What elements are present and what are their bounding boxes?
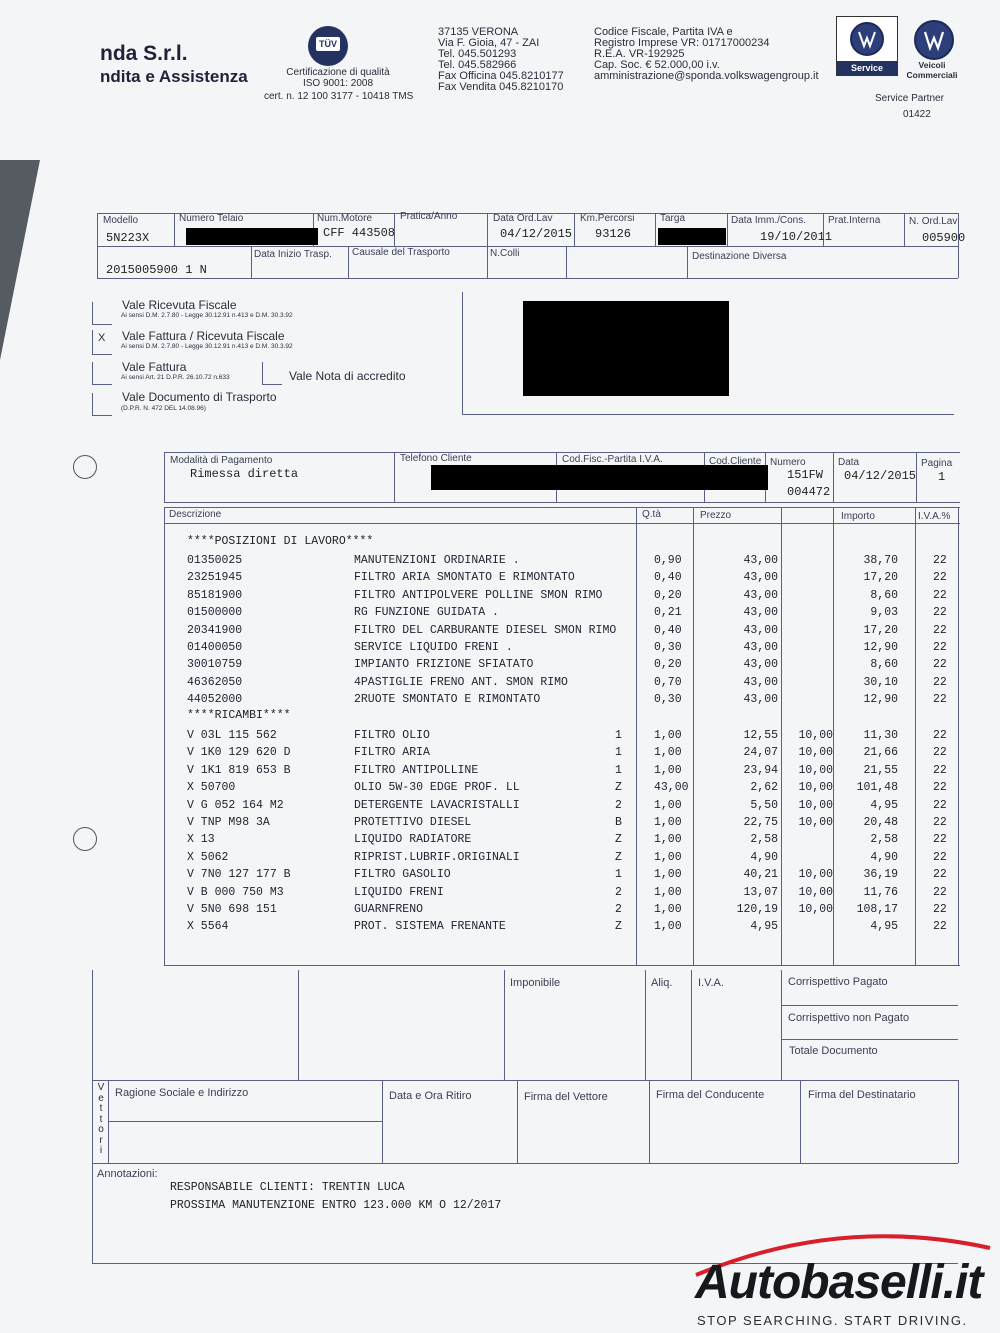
cell-iva: 22 <box>933 606 947 620</box>
watermark-brand: Autobaselli.it <box>695 1256 983 1309</box>
table-row <box>0 624 1000 641</box>
cell-cl: Z <box>615 833 622 847</box>
section-ricambi-title: ****RICAMBI**** <box>187 709 291 722</box>
redaction-telaio <box>186 228 318 245</box>
header-qta: Q.tà <box>642 509 661 520</box>
cell-iva: 22 <box>933 833 947 847</box>
pagina-value: 1 <box>938 470 946 484</box>
cell-desc: FILTRO ANTIPOLVERE POLLINE SMON RIMO <box>354 588 603 602</box>
cell-price: 23,94 <box>743 763 778 777</box>
cell-iva: 22 <box>933 658 947 672</box>
cell-price: 43,00 <box>743 623 778 637</box>
table-row <box>0 571 1000 588</box>
cell-sconto: 10,00 <box>798 903 833 916</box>
data-label: Data <box>838 457 860 468</box>
modalita-label: Modalità di Pagamento <box>170 455 273 466</box>
corrispettivo-pagato-label: Corrispettivo Pagato <box>788 976 888 988</box>
cell-amount: 4,90 <box>870 850 898 864</box>
firma-conducente-label: Firma del Conducente <box>656 1089 765 1101</box>
cell-amount: 38,70 <box>863 554 898 567</box>
data-value: 04/12/2015 <box>844 469 917 483</box>
cell-code: X 50700 <box>187 781 236 795</box>
motore-label: Num.Motore <box>317 213 373 224</box>
cell-iva: 22 <box>933 693 947 707</box>
data-ritiro-label: Data e Ora Ritiro <box>389 1090 472 1102</box>
redaction-client <box>431 465 768 490</box>
cell-sconto: 10,00 <box>798 729 833 742</box>
cell-code: V 5N0 698 151 <box>187 903 277 916</box>
cell-iva: 22 <box>933 554 947 567</box>
redaction-targa <box>658 228 726 245</box>
cell-amount: 4,95 <box>870 920 898 934</box>
table-row <box>0 903 1000 920</box>
table-row <box>0 658 1000 675</box>
cell-iva: 22 <box>933 781 947 795</box>
cell-qty: 1,00 <box>654 868 682 882</box>
cell-iva: 22 <box>933 920 947 934</box>
cell-amount: 108,17 <box>856 903 898 916</box>
cell-iva: 22 <box>933 798 947 812</box>
cell-cl: 2 <box>615 798 622 812</box>
numero-value-1: 151FW <box>787 468 824 482</box>
cell-amount: 4,95 <box>870 798 898 812</box>
cell-iva: 22 <box>933 868 947 882</box>
cell-iva: 22 <box>933 816 947 829</box>
table-row <box>0 886 1000 903</box>
cell-price: 43,00 <box>743 675 778 689</box>
cell-qty: 1,00 <box>654 920 682 934</box>
veicoli-commerciali: Veicoli Commerciali <box>906 60 958 80</box>
cell-cl: B <box>615 816 622 829</box>
cell-cl: 1 <box>615 763 622 777</box>
telefono-label: Telefono Cliente <box>400 453 472 464</box>
cell-qty: 1,00 <box>654 798 682 812</box>
cell-desc: LIQUIDO FRENI <box>354 885 444 899</box>
cell-amount: 36,19 <box>863 868 898 882</box>
codcliente-label: Cod.Cliente <box>709 456 762 467</box>
cell-code: X 5062 <box>187 850 229 864</box>
modalita-value: Rimessa diretta <box>190 467 299 481</box>
cell-code: V 7N0 127 177 B <box>187 868 291 882</box>
cell-iva: 22 <box>933 903 947 916</box>
cell-price: 43,00 <box>743 606 778 620</box>
header-descrizione: Descrizione <box>169 509 222 520</box>
cell-amount: 12,90 <box>863 693 898 707</box>
modello-label: Modello <box>103 215 139 226</box>
cell-amount: 20,48 <box>863 816 898 829</box>
cell-desc: FILTRO DEL CARBURANTE DIESEL SMON RIMO <box>354 623 617 637</box>
cell-desc: GUARNFRENO <box>354 903 424 916</box>
cell-price: 43,00 <box>743 641 778 654</box>
inizio-trasp-label: Data Inizio Trasp. <box>254 249 332 260</box>
cell-code: 85181900 <box>187 588 243 602</box>
vw-logo-icon <box>850 22 884 56</box>
cell-code: V 1K0 129 620 D <box>187 746 291 760</box>
company-fiscal: Codice Fiscale, Partita IVA e Registro Imprese VR: 01717000234 R.E.A. VR-192925 Cap. Soc. € 52.000,00 i.v. amministrazione@sponda.volkswagengroup.it <box>594 26 819 82</box>
cell-code: 01350025 <box>187 554 243 567</box>
cell-amount: 30,10 <box>863 675 898 689</box>
cell-iva: 22 <box>933 850 947 864</box>
cell-code: 46362050 <box>187 675 243 689</box>
cell-desc: FILTRO GASOLIO <box>354 868 451 882</box>
cell-amount: 17,20 <box>863 571 898 585</box>
cell-price: 2,62 <box>750 781 778 795</box>
table-row <box>0 693 1000 710</box>
data-ord-label: Data Ord.Lav <box>493 213 553 224</box>
data-imm-value: 19/10/2011 <box>760 230 833 244</box>
table-row <box>0 554 1000 571</box>
km-label: Km.Percorsi <box>580 213 635 224</box>
cell-qty: 0,21 <box>654 606 682 620</box>
cert-text: Certificazione di qualità ISO 9001: 2008 <box>286 67 390 89</box>
cell-sconto: 10,00 <box>798 763 833 777</box>
cell-qty: 0,40 <box>654 623 682 637</box>
punch-hole <box>73 455 97 479</box>
colli-label: N.Colli <box>490 248 520 259</box>
cell-qty: 43,00 <box>654 781 689 795</box>
table-row <box>0 781 1000 798</box>
cell-amount: 11,76 <box>863 885 898 899</box>
table-row <box>0 729 1000 746</box>
service-partner: Service Partner <box>875 93 944 104</box>
table-row <box>0 920 1000 937</box>
cell-code: 01500000 <box>187 606 243 620</box>
cell-price: 22,75 <box>743 816 778 829</box>
header-importo: Importo <box>841 511 875 522</box>
cell-cl: 2 <box>615 885 622 899</box>
cell-code: V 03L 115 562 <box>187 729 277 742</box>
cell-amount: 8,60 <box>870 658 898 672</box>
cell-code: V B 000 750 M3 <box>187 885 284 899</box>
cell-iva: 22 <box>933 571 947 585</box>
cell-qty: 0,70 <box>654 675 682 689</box>
cell-qty: 1,00 <box>654 763 682 777</box>
cell-amount: 11,30 <box>863 729 898 742</box>
cell-qty: 1,00 <box>654 746 682 760</box>
cell-desc: FILTRO ARIA SMONTATO E RIMONTATO <box>354 571 575 585</box>
cell-amount: 21,55 <box>863 763 898 777</box>
cell-qty: 1,00 <box>654 850 682 864</box>
cell-price: 43,00 <box>743 658 778 672</box>
prat-interna-label: Prat.Interna <box>828 215 881 226</box>
service-partner-number: 01422 <box>903 109 931 120</box>
table-row <box>0 799 1000 816</box>
cell-cl: 1 <box>615 746 622 760</box>
data-ord-value: 04/12/2015 <box>500 227 573 241</box>
cell-price: 43,00 <box>743 571 778 585</box>
data-imm-label: Data Imm./Cons. <box>731 215 807 226</box>
n-ord-label: N. Ord.Lav <box>909 216 958 227</box>
cell-amount: 101,48 <box>856 781 898 795</box>
km-value: 93126 <box>595 227 632 241</box>
annotazioni-line1: RESPONSABILE CLIENTI: TRENTIN LUCA <box>170 1181 405 1194</box>
cell-iva: 22 <box>933 623 947 637</box>
table-row <box>0 641 1000 658</box>
cell-desc: LIQUIDO RADIATORE <box>354 833 472 847</box>
causale-label: Causale del Trasporto <box>352 247 450 258</box>
cell-desc: DETERGENTE LAVACRISTALLI <box>354 798 520 812</box>
n-ord-value: 005900 <box>922 231 966 245</box>
cell-iva: 22 <box>933 729 947 742</box>
cell-cl: Z <box>615 850 622 864</box>
cell-iva: 22 <box>933 588 947 602</box>
table-row <box>0 816 1000 833</box>
cell-desc: MANUTENZIONI ORDINARIE . <box>354 554 520 567</box>
cell-price: 40,21 <box>743 868 778 882</box>
cell-iva: 22 <box>933 675 947 689</box>
cert-number: cert. n. 12 100 3177 - 10418 TMS <box>264 91 414 102</box>
destinazione-label: Destinazione Diversa <box>692 251 787 262</box>
cell-price: 4,90 <box>750 850 778 864</box>
modello-value: 5N223X <box>106 231 150 245</box>
cell-qty: 0,30 <box>654 693 682 707</box>
codfisc-label: Cod.Fisc.-Partita I.V.A. <box>562 454 663 465</box>
cell-amount: 9,03 <box>870 606 898 620</box>
header-prezzo: Prezzo <box>700 510 732 521</box>
telaio-label: Numero Telaio <box>179 213 244 224</box>
annotazioni-line2: PROSSIMA MANUTENZIONE ENTRO 123.000 KM O 12/2017 <box>170 1199 502 1212</box>
cell-amount: 12,90 <box>863 641 898 654</box>
aliq-label: Aliq. <box>651 977 673 989</box>
cell-code: 20341900 <box>187 623 243 637</box>
cell-price: 5,50 <box>750 798 778 812</box>
cell-price: 4,95 <box>750 920 778 934</box>
cell-code: 01400050 <box>187 641 243 654</box>
cell-price: 120,19 <box>736 903 778 916</box>
cell-code: V TNP M98 3A <box>187 816 270 829</box>
company-name: nda S.r.l. <box>100 42 188 65</box>
fattura-ricevuta-mark: X <box>98 332 106 344</box>
reference-number: 2015005900 1 N <box>106 263 207 277</box>
cell-sconto: 10,00 <box>798 781 833 795</box>
cell-desc: 4PASTIGLIE FRENO ANT. SMON RIMO <box>354 675 568 689</box>
cell-cl: 2 <box>615 903 622 916</box>
cell-code: V G 052 164 M2 <box>187 798 284 812</box>
cell-code: X 13 <box>187 833 215 847</box>
pratica-label: Pratica/Anno <box>400 211 458 222</box>
cell-cl: 1 <box>615 729 622 742</box>
vw-service-logo: Service <box>836 16 898 76</box>
cell-sconto: 10,00 <box>798 868 833 882</box>
cell-price: 43,00 <box>743 554 778 567</box>
motore-value: CFF 443508 <box>323 226 396 240</box>
cell-desc: FILTRO ARIA <box>354 746 430 760</box>
totale-documento-label: Totale Documento <box>789 1045 878 1057</box>
cell-desc: 2RUOTE SMONTATO E RIMONTATO <box>354 693 541 707</box>
cell-desc: OLIO 5W-30 EDGE PROF. LL <box>354 781 520 795</box>
tuv-logo: TÜV <box>308 26 348 66</box>
cell-qty: 1,00 <box>654 885 682 899</box>
ragione-sociale-label: Ragione Sociale e Indirizzo <box>115 1087 249 1099</box>
cell-qty: 1,00 <box>654 729 682 742</box>
numero-label: Numero <box>770 457 806 468</box>
header-iva: I.V.A.% <box>918 511 951 522</box>
firma-destinatario-label: Firma del Destinatario <box>808 1089 916 1101</box>
cell-desc: IMPIANTO FRIZIONE SFIATATO <box>354 658 534 672</box>
cell-desc: PROTETTIVO DIESEL <box>354 816 472 829</box>
cell-price: 12,55 <box>743 729 778 742</box>
cell-sconto: 10,00 <box>798 816 833 829</box>
cell-sconto: 10,00 <box>798 746 833 760</box>
cell-iva: 22 <box>933 641 947 654</box>
firma-vettore-label: Firma del Vettore <box>524 1091 608 1103</box>
cell-desc: FILTRO ANTIPOLLINE <box>354 763 479 777</box>
corrispettivo-non-pagato-label: Corrispettivo non Pagato <box>788 1012 910 1024</box>
cell-qty: 0,20 <box>654 658 682 672</box>
section-lavoro-title: ****POSIZIONI DI LAVORO**** <box>187 535 374 548</box>
cell-amount: 21,66 <box>863 746 898 760</box>
table-row <box>0 589 1000 606</box>
cell-amount: 2,58 <box>870 833 898 847</box>
cell-qty: 1,00 <box>654 903 682 916</box>
cell-code: X 5564 <box>187 920 229 934</box>
cell-price: 24,07 <box>743 746 778 760</box>
cell-price: 43,00 <box>743 588 778 602</box>
vettori-vertical-label: V e t t o r i <box>97 1082 105 1156</box>
table-row <box>0 851 1000 868</box>
cell-qty: 0,90 <box>654 554 682 567</box>
cell-code: 23251945 <box>187 571 243 585</box>
vw-commercial-logo-icon <box>914 20 954 60</box>
targa-label: Targa <box>660 213 686 224</box>
table-row <box>0 868 1000 885</box>
cell-iva: 22 <box>933 746 947 760</box>
cell-qty: 1,00 <box>654 833 682 847</box>
table-row <box>0 676 1000 693</box>
company-address: 37135 VERONA Via F. Gioia, 47 - ZAI Tel. 045.501293 Tel. 045.582966 Fax Officina 045.8210177 Fax Vendita 045.8210170 <box>438 26 564 93</box>
redaction-address <box>523 301 729 396</box>
cell-desc: RG FUNZIONE GUIDATA . <box>354 606 499 620</box>
cell-price: 13,07 <box>743 885 778 899</box>
table-row <box>0 764 1000 781</box>
cell-code: 44052000 <box>187 693 243 707</box>
cell-cl: Z <box>615 920 622 934</box>
company-subtitle: ndita e Assistenza <box>100 67 248 86</box>
table-row <box>0 606 1000 623</box>
cell-iva: 22 <box>933 885 947 899</box>
cell-desc: RIPRIST.LUBRIF.ORIGINALI <box>354 850 520 864</box>
iva-total-label: I.V.A. <box>698 977 724 989</box>
annotazioni-label: Annotazioni: <box>97 1168 158 1180</box>
cell-sconto: 10,00 <box>798 885 833 899</box>
cell-price: 2,58 <box>750 833 778 847</box>
cell-qty: 1,00 <box>654 816 682 829</box>
cell-qty: 0,20 <box>654 588 682 602</box>
pagina-label: Pagina <box>921 458 953 469</box>
cell-desc: PROT. SISTEMA FRENANTE <box>354 920 506 934</box>
table-row <box>0 746 1000 763</box>
cell-amount: 17,20 <box>863 623 898 637</box>
cell-cl: 1 <box>615 868 622 882</box>
cell-qty: 0,30 <box>654 641 682 654</box>
cell-desc: FILTRO OLIO <box>354 729 430 742</box>
watermark-tagline: STOP SEARCHING. START DRIVING. <box>697 1313 968 1328</box>
imponibile-label: Imponibile <box>510 977 561 989</box>
cell-sconto: 10,00 <box>798 798 833 812</box>
cell-iva: 22 <box>933 763 947 777</box>
cell-code: V 1K1 819 653 B <box>187 763 291 777</box>
cell-price: 43,00 <box>743 693 778 707</box>
cell-code: 30010759 <box>187 658 243 672</box>
invoice-paper: nda S.r.l. ndita e Assistenza TÜV Certificazione di qualità ISO 9001: 2008 cert. n. 12 100 3177 - 10418 TMS 37135 VERONA Via F. Gioia, 47 - ZAI Tel. 045.501293 Tel. 045.582966 Fax Officina 045.8210177 Fax Vendita 045.8210170 Codice Fiscale, Partita IVA e Registro Imprese VR: 01717000234 R.E.A. VR-192925 Cap. Soc. € 52.000,00 i.v. amministrazione@sponda.volkswagengroup.it Service Veicoli Commerciali Service Partner 01422 Modello 5N223X Numero Telaio Num.Motore CFF 443508 Pratica/Anno Data Ord.Lav 04/12/2015 Km.Percorsi 93126 Targa Data Imm./Cons. 19/10/2011 Prat.Interna N. Ord.Lav 005900 2015005900 1 N Data Inizio Trasp. Causale del Trasporto N.Colli Destinazione Diversa Vale Ricevuta Fiscale Ai sensi D.M. 2.7.80 - Legge 30.12.91 n.413 e D.M. 30.3.92 X Vale Fattura / Ricevuta Fiscale Ai sensi D.M. 2.7.80 - Legge 30.12.91 n.413 e D.M. 30.3.92 Vale Fattura Ai sensi Art. 21 D.P.R. 26.10.72 n.633 Vale Nota di accredito Vale Documento di Trasporto (D.P.R. N. 472 DEL 14.08.96) Modalità di Pagamento Rimessa diretta Telefono Cliente Cod.Fisc.-Partita I.V.A. Cod.Cliente Numero 151FW 004472 Data 04/12/2015 Pagina 1 Descrizione Q.tà Prezzo Importo I.V.A.% ****POSIZIONI DI LAVORO**** 01350025 MANUTENZIONI ORDINARIE . 0,90 43,00 38,70 22 23251945 FILTRO ARIA SMONTATO E RIMONTATO 0,40 43,00 17,20 22 85181900 FILTRO ANTIPOLVERE POLLINE SMON RIMO 0,20 43,00 8,60 22 01500000 RG FUNZIONE GUIDATA . 0,21 43,00 9,03 22 20341900 FILTRO DEL CARBURANTE DIESEL SMON RIMO 0,40 43,00 17,20 22 01400050 SERVICE LIQUIDO FRENI . 0,30 43,00 12,90 22 30010759 IMPIANTO FRIZIONE SFIATATO 0,20 43,00 8,60 22 46362050 4PASTIGLIE FRENO ANT. SMON RIMO 0,70 43,00 30,10 22 44052000 2RUOTE SMONTATO E RIMONTATO 0,30 43,00 12,90 22 ****RICAMBI**** V 03L 115 562 FILTRO OLIO 1 1,00 12,55 10,00 11,30 22 V 1K0 129 620 D FILTRO ARIA 1 1,00 24,07 10,00 21,66 22 V 1K1 819 653 B FILTRO ANTIPOLLINE 1 1,00 23,94 10,00 21,55 22 X 50700 OLIO 5W-30 EDGE PROF. LL Z 43,00 2,62 10,00 101,48 22 V G 052 164 M2 DETERGENTE LAVACRISTALLI 2 1,00 5,50 10,00 4,95 22 V TNP M98 3A PROTETTIVO DIESEL B 1,00 22,75 10,00 20,48 22 X 13 LIQUIDO RADIATORE Z 1,00 2,58 2,58 22 X 5062 RIPRIST.LUBRIF.ORIGINALI Z 1,00 4,90 4,90 22 V 7N0 127 177 B FILTRO GASOLIO 1 1,00 40,21 10,00 36,19 22 V B 000 750 M3 LIQUIDO FRENI 2 1,00 13,07 10,00 11,76 22 V 5N0 698 151 GUARNFRENO 2 1,00 120,19 10,00 108,17 22 X 5564 PROT. SISTEMA FRENANTE Z 1,00 4,95 4,95 22 Imponibile Aliq. I.V.A. Corrispettivo Pagato Corrispettivo non Pagato Totale Documento V e t t o r i Ragione Sociale e Indirizzo Data e Ora Ritiro Firma del Vettore Firma del Conducente Firma del Destinatario Annotazioni: RESPONSABILE CLIENTI: TRENTIN LUCA PROSSIMA MANUTENZIONE ENTRO 123.000 KM O 12/2017 Autobaselli.it STOP SEARCHING. START DRIVING. <box>0 0 1000 1333</box>
cell-amount: 8,60 <box>870 588 898 602</box>
cell-cl: Z <box>615 781 622 795</box>
cell-desc: SERVICE LIQUIDO FRENI . <box>354 641 513 654</box>
cell-qty: 0,40 <box>654 571 682 585</box>
numero-value-2: 004472 <box>787 485 831 499</box>
table-row <box>0 833 1000 850</box>
